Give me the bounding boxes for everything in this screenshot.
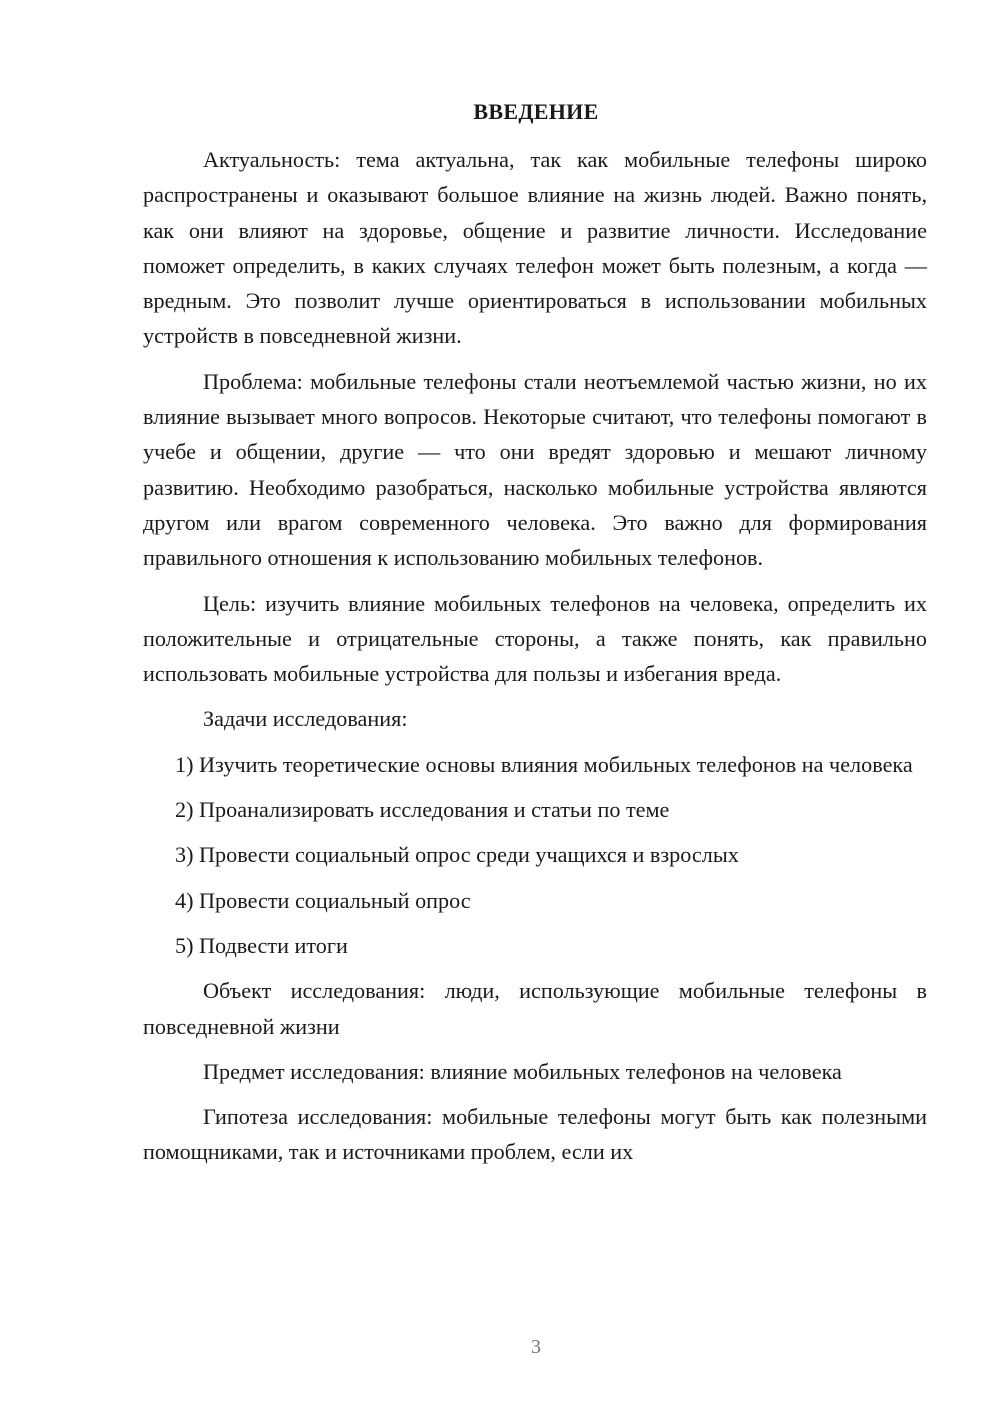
task-item-1: 1) Изучить теоретические основы влияния мобильных телефонов на человека bbox=[175, 751, 913, 777]
page-number: 3 bbox=[531, 1336, 541, 1358]
task-item-5: 5) Подвести итоги bbox=[175, 932, 348, 958]
section-title: ВВЕДЕНИЕ bbox=[473, 99, 599, 124]
paragraph-subject: Предмет исследования: влияние мобильных телефонов на человека bbox=[203, 1058, 842, 1084]
paragraph-problem: Проблема: мобильные телефоны стали неотъемлемой частью жизни, но их влияние вызывает много вопросов. Некоторые считают, что телефоны помогают в учебе и общении, другие — что они вредят здоровью и мешают личному развитию. Необходимо разобраться, насколько мобильные устройства являются другом или врагом современного человека. Это важно для формирования правильного отношения к использованию мобильных телефонов. bbox=[143, 368, 927, 571]
task-item-3: 3) Провести социальный опрос среди учащихся и взрослых bbox=[175, 842, 739, 868]
document-body bbox=[143, 142, 927, 1170]
task-item-2: 2) Проанализировать исследования и статьи по теме bbox=[175, 797, 670, 823]
paragraph-goal: Цель: изучить влияние мобильных телефонов на человека, определить их положительные и отрицательные стороны, а также понять, как правильно использовать мобильные устройства для пользы и избегания вреда. bbox=[143, 590, 927, 687]
paragraph-hypothesis: Гипотеза исследования: мобильные телефоны могут быть как полезными помощниками, так и источниками проблем, если их bbox=[143, 1104, 927, 1165]
paragraph-relevance: Актуальность: тема актуальна, так как мобильные телефоны широко распространены и оказывают большое влияние на жизнь людей. Важно понять, как они влияют на здоровье, общение и развитие личности. Исследование поможет определить, в каких случаях телефон может быть полезным, а когда — вредным. Это позволит лучше ориентироваться в использовании мобильных устройств в повседневной жизни. bbox=[143, 147, 927, 349]
tasks-heading: Задачи исследования: bbox=[203, 706, 408, 732]
paragraph-object: Объект исследования: люди, использующие мобильные телефоны в повседневной жизни bbox=[143, 978, 927, 1039]
task-item-4: 4) Провести социальный опрос bbox=[175, 887, 471, 913]
